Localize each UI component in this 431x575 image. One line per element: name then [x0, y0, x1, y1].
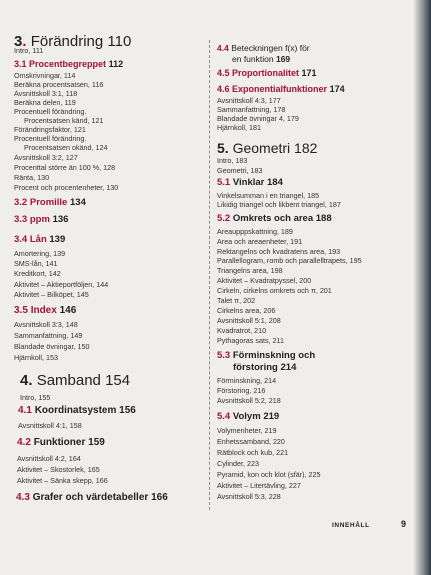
chapter-page: 182	[294, 140, 318, 156]
section-title: Promille	[29, 197, 68, 208]
toc-item: Parallellogram, romb och parallelltrapets, 195	[217, 256, 362, 265]
section-page: 188	[315, 213, 332, 224]
section-page: 171	[301, 68, 317, 78]
section-number: 4.5	[217, 68, 230, 78]
toc-item: Avsnittskoll 4:3, 177	[217, 96, 281, 105]
toc-item: Amortering, 139	[14, 249, 66, 258]
section-3-1-heading	[14, 59, 123, 69]
toc-item: Rätblock och kub, 221	[217, 448, 289, 457]
toc-item: Aktivitet – Aktieportföljen, 144	[14, 280, 109, 289]
section-title: Procentbegreppet	[29, 59, 107, 69]
chapter-4-heading	[20, 372, 130, 389]
section-title: Proportionalitet	[232, 68, 300, 78]
toc-item: Aktivitet – Litertävling, 227	[217, 481, 301, 490]
toc-item: Ränta, 130	[14, 173, 50, 182]
section-4-4-heading-line2	[232, 54, 290, 64]
toc-item: Omskrivningar, 114	[14, 71, 76, 80]
toc-item: Avsnittskoll 5:2, 218	[217, 396, 281, 405]
section-number: 3.2	[14, 197, 28, 208]
toc-item: Triangelns area, 198	[217, 266, 283, 275]
section-3-2-heading	[14, 197, 86, 208]
toc-item: Hjärnkoll, 153	[14, 353, 58, 362]
page-edge-shadow	[413, 0, 431, 575]
page-number: 9	[401, 519, 407, 529]
chapter-number: 3	[14, 33, 23, 50]
toc-item: Geometri, 183	[217, 166, 263, 175]
section-number: 4.6	[217, 84, 230, 94]
section-page: 214	[280, 362, 297, 373]
toc-item: Förstoring, 216	[217, 386, 266, 395]
section-number: 3.1	[14, 59, 27, 69]
toc-item: Cirkeln, cirkelns omkrets och π, 201	[217, 286, 332, 295]
chapter-number: 5.	[217, 140, 229, 156]
chapter-title: Förändring	[30, 33, 104, 50]
section-page: 184	[267, 177, 283, 188]
section-number: 5.1	[217, 177, 231, 188]
section-number: 5.3	[217, 350, 231, 361]
section-4-3-heading	[16, 492, 168, 503]
section-page: 112	[108, 59, 124, 69]
section-4-2-heading	[17, 437, 105, 448]
toc-item: Avsnittskoll 3:1, 118	[14, 89, 78, 98]
toc-item: Procentuell förändring.	[14, 107, 87, 116]
section-title: Grafer och värdetabeller	[32, 492, 149, 503]
toc-item: Rektangelns och kvadratens area, 193	[217, 247, 341, 256]
section-4-4-heading	[217, 43, 310, 53]
section-5-3-heading	[217, 350, 315, 361]
section-number: 3.5	[14, 305, 28, 316]
section-3-4-heading	[14, 234, 65, 245]
section-page: 169	[275, 54, 291, 64]
toc-item: Cirkelns area, 206	[217, 306, 276, 315]
toc-item: Enhetssamband, 220	[217, 437, 285, 446]
toc-item: Avsnittskoll 3:3, 148	[14, 320, 78, 329]
chapter-title: Geometri	[232, 140, 291, 156]
toc-item: Volymenheter, 219	[217, 426, 277, 435]
toc-item: Kreditkort, 142	[14, 269, 61, 278]
section-number: 4.2	[17, 437, 31, 448]
toc-item: Intro, 111	[14, 46, 44, 55]
chapter-page: 154	[105, 372, 131, 389]
toc-item: Areaupppskattning, 189	[217, 227, 293, 236]
toc-item: Intro, 155	[20, 393, 51, 402]
section-page: 219	[263, 411, 280, 422]
section-number: 5.4	[217, 411, 231, 422]
section-page: 174	[329, 84, 345, 94]
toc-item: Avsnittskoll 4:2, 164	[17, 454, 81, 463]
toc-item: Aktivitet – Skostorlek, 165	[17, 465, 100, 474]
section-title: Exponentialfunktioner	[232, 84, 328, 94]
section-number: 4.3	[16, 492, 30, 503]
toc-item: Procentsatsen känd, 121	[24, 116, 104, 125]
toc-item: Procenttal större än 100 %, 128	[14, 163, 116, 172]
section-title: Volym	[232, 411, 261, 422]
section-title: förstoring	[233, 362, 278, 373]
column-divider	[209, 40, 210, 510]
section-title: Förminskning och	[232, 350, 316, 361]
footer-section-label: INNEHÅLL	[332, 522, 370, 529]
section-title: Funktioner	[33, 437, 86, 448]
section-5-3-heading-line2	[233, 362, 296, 373]
toc-item: Avsnittskoll 5:1, 208	[217, 316, 281, 325]
section-title: Beteckningen f(x) för	[231, 43, 310, 53]
section-title: Lån	[29, 234, 47, 245]
chapter-5-heading	[217, 140, 317, 156]
section-number: 3.3	[14, 214, 28, 225]
section-title: Koordinatsystem	[34, 405, 117, 416]
section-page: 166	[151, 492, 168, 503]
section-title: Index	[30, 305, 57, 316]
chapter-dot: .	[22, 33, 27, 50]
toc-item: Avsnittskoll 4:1, 158	[18, 421, 82, 430]
toc-item: Vinkelsumman i en triangel, 185	[217, 191, 320, 200]
section-4-6-heading	[217, 84, 345, 94]
toc-item: Intro, 183	[217, 156, 248, 165]
toc-item: Avsnittskoll 5:3, 228	[217, 492, 281, 501]
section-page: 139	[49, 234, 66, 245]
section-4-1-heading	[18, 405, 136, 416]
section-3-3-heading	[14, 214, 68, 225]
toc-item: Pythagoras sats, 211	[217, 336, 284, 345]
toc-item: Aktivitet – Kvadratpyssel, 200	[217, 276, 312, 285]
toc-item: Talet π, 202	[217, 296, 256, 305]
chapter-title: Samband	[36, 372, 101, 389]
toc-item: Pyramid, kon och klot (sfär), 225	[217, 470, 321, 479]
toc-item: Procentsatsen okänd, 124	[24, 143, 108, 152]
section-5-2-heading	[217, 213, 332, 224]
toc-item: Aktivitet – Sänka skepp, 166	[17, 476, 108, 485]
toc-item: Sammanfattning, 149	[14, 331, 83, 340]
toc-item: Area och areaenheter, 191	[217, 237, 303, 246]
toc-item: Aktivitet – Bilköpet, 145	[14, 290, 89, 299]
toc-item: Förminskning, 214	[217, 376, 277, 385]
chapter-number: 4.	[20, 372, 33, 389]
section-title: Vinklar	[232, 177, 265, 188]
toc-item: Blandade övningar 4, 179	[217, 114, 299, 123]
toc-item: SMS-lån, 141	[14, 259, 58, 268]
toc-item: Hjärnkoll, 181	[217, 123, 261, 132]
section-title: en funktion	[232, 54, 274, 64]
section-4-5-heading	[217, 68, 317, 78]
section-5-4-heading	[217, 411, 279, 422]
toc-item: Avsnittskoll 3:2, 127	[14, 153, 78, 162]
chapter-page: 110	[107, 33, 132, 50]
toc-item: Procent och procentenheter, 130	[14, 183, 119, 192]
section-number: 5.2	[217, 213, 231, 224]
section-5-1-heading	[217, 177, 283, 188]
toc-item: Cylinder, 223	[217, 459, 259, 468]
toc-item: Likidig triangel och likbent triangel, 187	[217, 200, 341, 209]
toc-item: Sammanfattning, 178	[217, 105, 286, 114]
section-page: 136	[52, 214, 69, 225]
toc-item: Beräkna procentsatsen, 116	[14, 80, 104, 89]
section-page: 146	[59, 305, 77, 316]
toc-item: Beräkna delen, 119	[14, 98, 76, 107]
toc-item: Kvadratrot, 210	[217, 326, 267, 335]
toc-item: Procentuell förändring.	[14, 134, 87, 143]
toc-item: Blandade övningar, 150	[14, 342, 90, 351]
section-page: 134	[70, 197, 86, 208]
section-title: Omkrets och area	[232, 213, 314, 224]
section-number: 4.4	[217, 43, 229, 53]
toc-item: Förändringsfaktor, 121	[14, 125, 86, 134]
section-title: ppm	[29, 214, 50, 225]
section-page: 159	[88, 437, 105, 448]
section-page: 156	[119, 405, 136, 416]
section-number: 4.1	[18, 405, 32, 416]
section-3-5-heading	[14, 305, 76, 316]
section-number: 3.4	[14, 234, 28, 245]
